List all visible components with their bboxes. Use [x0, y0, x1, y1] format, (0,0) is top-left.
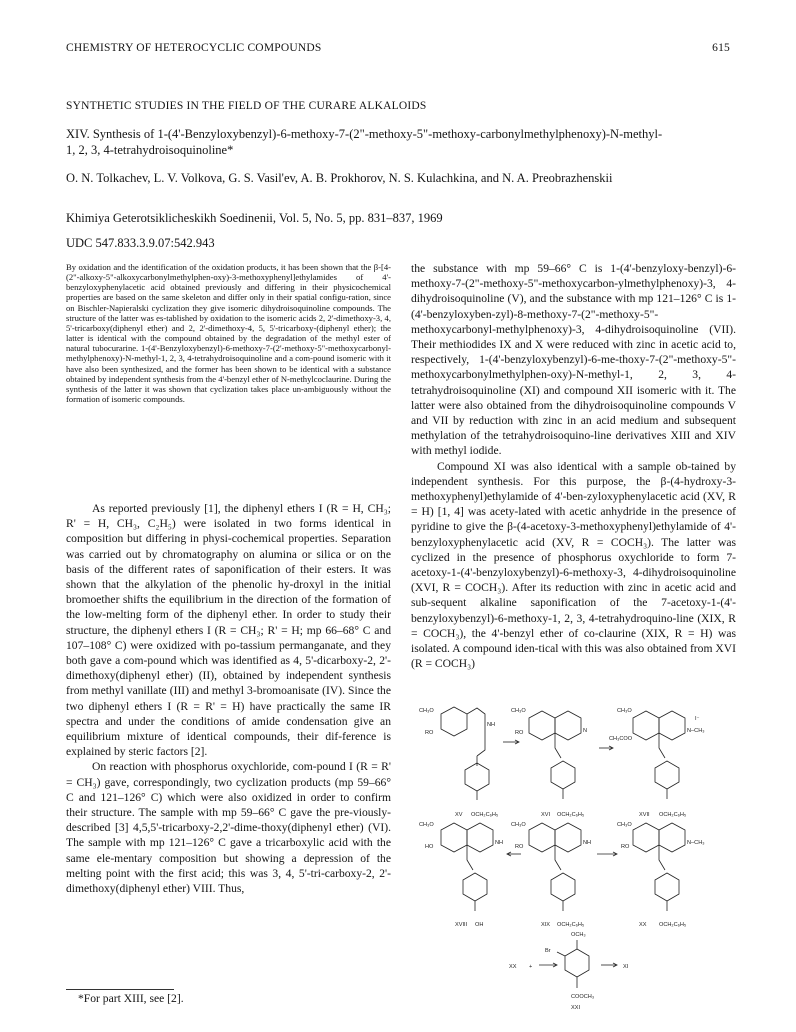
compound-label: XV: [455, 812, 463, 818]
group-n-ch3: N–CH₃: [687, 728, 705, 734]
group-ch3o: CH₃O: [511, 822, 526, 828]
group-ch3o: CH₃O: [617, 822, 632, 828]
group-cooch3: COOCH₃: [571, 994, 595, 1000]
plus-sign: +: [529, 964, 533, 970]
group-ro: RO: [515, 730, 524, 736]
group-ro: RO: [425, 730, 434, 736]
group-ch3o: CH₃O: [511, 708, 526, 714]
abstract: By oxidation and the identification of the oxidation products, it has been shown that the β-[4-(2"-alkoxy-5"-alkoxycarbonylmethylphen-oxy)-3-methoxyphenyl]ethylamides of 4'-benzyloxyphenylacetic acid obtained previously and differing in their physicochemical properties are based on the same skeleton and differ only in their spatial configu-ration, since on Bischler-Napieralski cyclization they give isomeric dihydroisoquinoline compounds. The structure of the latter was es-tablished by oxidation to the isomeric acids 2, 2'-dimethoxy-3, 4, 5'-tricarboxy(diphenyl ether) and 2, 2'-dimethoxy-4, 5, 5'-tricarboxy-(diphenyl ether); the latter is identical with the compound obtained by the degradation of the methyl ester of natural tubocurarine. 1-(4'-Benzyloxybenzyl)-6-methoxy-7-(2'-methoxy-5"-methoxycarbonyl-methylphenoxy)-N-methyl-1, 2, 3, 4-tetrahydroisoquinoline and a com-pound isomeric with it have also been synthesized, and the former has been shown to be identical with a substance obtained by independent synthesis from the 4'-benzyl ether of N-methylcoclaurine. During the synthesis of the latter it was shown that cyclization takes place un-ambiguously without the formation of isomeric compounds.: [66, 262, 391, 405]
author-list: O. N. Tolkachev, L. V. Volkova, G. S. Vasil'ev, A. B. Prokhorov, N. S. Kulachkina, and N. A. Preobrazhenskii: [66, 171, 613, 185]
compound-label: XVIII: [455, 922, 468, 928]
substituent-label: OCH₂C₆H₅: [659, 812, 687, 818]
body-paragraph: the substance with mp 59–66° C is 1-(4'-benzyloxy-benzyl)-6-methoxy-7-(2"-methoxy-5"-methoxycarbon-ylmethylphenoxy)-3, 4-dihydroisoquinoline (V), and the substance with mp 121–126° C is 1-(4'-benzyloxyben-zyl)-8-methoxy-7-(2"-methoxy-5"-methoxycarbonyl-methylphenoxy)-3, 4-dihydroisoquinoline (VII). Their methiodides IX and X were reduced with zinc in acetic acid to, respectively, 1-(4'-benzyloxybenzyl)-6-me-thoxy-7-(2"-methoxy-5"-methoxycarbonylmethylphen-oxy)-N-methyl-1, 2, 3, 4-tetrahydroisoquinoline (XI) and compound XII isomeric with it. The latter were also obtained from the dihydroisoquinoline compounds V and VII by reduction with zinc in an acid medium and subsequent methylation of the tetrahydroisoquino-line derivatives XIII and XIV with methyl iodide.: [411, 262, 736, 458]
body-paragraph: On reaction with phosphorus oxychloride, com-pound I (R = R' = CH₃) gave, correspondingly, two cyclization products (mp 59–66° C and 121–126° C) which were also oxidized in order to confirm their structure. The sample with mp 59–66° C gave the pre-viously-described [3] 4,5,5'-tricarboxy-2,2'-dime-thoxy(diphenyl ether) (VI). The sample with mp 121–126° C gave a tricarboxylic acid with the same ele-mentary composition but showing a depression of the melting point with the first acid; this was 3, 4, 5'-tri-carboxy-2, 2'-dimethoxy(diphenyl ether) VIII. Thus,: [66, 760, 391, 896]
substituent-label: OCH₂C₆H₅: [557, 812, 585, 818]
group-ho: HO: [425, 844, 434, 850]
body-column-left: [66, 501, 391, 896]
page-number: 615: [712, 42, 730, 54]
group-n: N: [583, 728, 588, 734]
body-column-right: [411, 261, 736, 671]
group-n-ch3: N–CH₃: [687, 840, 705, 846]
running-head: [66, 42, 730, 54]
udc-code: UDC 547.833.3.9.07:542.943: [66, 236, 215, 250]
group-nh: NH: [495, 840, 504, 846]
group-och3: OCH₃: [571, 932, 586, 938]
compound-label: XXI: [571, 1005, 581, 1011]
compound-label: XI: [623, 964, 629, 970]
footnote: *For part XIII, see [2].: [78, 992, 184, 1005]
reaction-scheme: [411, 704, 741, 1019]
compound-label: XVI: [541, 812, 551, 818]
group-ch3o: CH₃O: [419, 822, 434, 828]
compound-label: XX: [639, 922, 647, 928]
article-subtitle: XIV. Synthesis of 1-(4'-Benzyloxybenzyl)-6-methoxy-7-(2"-methoxy-5"-methoxy-carbonylmethylphenoxy)-N-methyl-1, 2, 3, 4-tetrahydroisoquinoline*: [66, 127, 663, 157]
group-ro: RO: [515, 844, 524, 850]
iodide-ion: I⁻: [695, 716, 700, 722]
substituent-label: OCH₂C₆H₅: [557, 922, 585, 928]
article-title: SYNTHETIC STUDIES IN THE FIELD OF THE CURARE ALKALOIDS: [66, 100, 427, 112]
group-ch3o: CH₃O: [617, 708, 632, 714]
compound-label: XIX: [541, 922, 551, 928]
compound-label: XX: [509, 964, 517, 970]
group-nh: NH: [583, 840, 592, 846]
compound-label: XVII: [639, 812, 650, 818]
reaction-scheme-drawing: [411, 704, 741, 1019]
substituent-label: OCH₂C₆H₅: [471, 812, 499, 818]
group-ch3o: CH₃O: [419, 708, 434, 714]
group-ro: RO: [621, 844, 630, 850]
substituent-label: OCH₂C₆H₅: [659, 922, 687, 928]
body-paragraph: Compound XI was also identical with a sample ob-tained by independent synthesis. For this purpose, the β-(4-hydroxy-3-methoxyphenyl)ethylamide of 4'-ben-zyloxyphenylacetic acid (XV, R = H) [1, 4] was acety-lated with acetic anhydride in the presence of pyridine to give the β-(4-acetoxy-3-methoxyphenyl)ethylamide of 4'-benzyloxyphenylacetic acid (XV, R = COCH₃). The latter was cyclized in the presence of phosphorus oxychloride to form 7-acetoxy-1-(4'-benzyloxybenzyl)-6-methoxy-3, 4-dihydroisoquinoline (XVI, R = COCH₃). After its reduction with zinc in acetic acid and sub-sequent alkaline saponification of the 7-acetoxy-1-(4'-benzyloxybenzyl)-6-methoxy-1, 2, 3, 4-tetrahydroquino-line (XIX, R = COCH₃), the 4'-benzyl ether of co-claurine (XIX, R = H) was isolated. A compound iden-tical with this was also obtained from XVI (R = COCH₃): [411, 459, 736, 671]
journal-citation: Khimiya Geterotsiklicheskikh Soedinenii, Vol. 5, No. 5, pp. 831–837, 1969: [66, 211, 443, 225]
substituent-label: OH: [475, 922, 484, 928]
group-ch3coo: CH₃COO: [609, 736, 633, 742]
group-nh: NH: [487, 722, 496, 728]
body-paragraph: As reported previously [1], the diphenyl ethers I (R = H, CH₃; R' = H, CH₃, C₂H₅) were isolated in two forms identical in composition but differing in physi-cochemical properties. Separation was carried out by chromatography on alumina or silica or on the basis of the different rates of saponification of their esters. It was shown that the alkylation of the phenolic hy-droxyl in the initial bromoether shifts the equilibrium in the direction of the formation of the low-melting form of the diphenyl ether. In order to study their structure, the diphenyl ethers I (R = CH₃; R' = H; mp 66–68° C and 107–108° C) were oxidized with po-tassium permanganate, and they both gave a com-pound which was identified as 4, 5'-dicarboxy-2, 2'-dimethoxy(diphenyl ether) (II), obtained by independent synthesis from methyl vanillate (III) and methyl 3-bromoanisate (IV). Since the two diphenyl ethers I (R = R' = H) have practically the same IR spectra and under the conditions of amide condensation give an equilibrium mixture of identical compounds, their dif-ference is explained by steric factors [2].: [66, 502, 391, 759]
group-br: Br: [545, 948, 551, 954]
journal-name: CHEMISTRY OF HETEROCYCLIC COMPOUNDS: [66, 42, 322, 54]
footnote-rule: [66, 989, 174, 990]
